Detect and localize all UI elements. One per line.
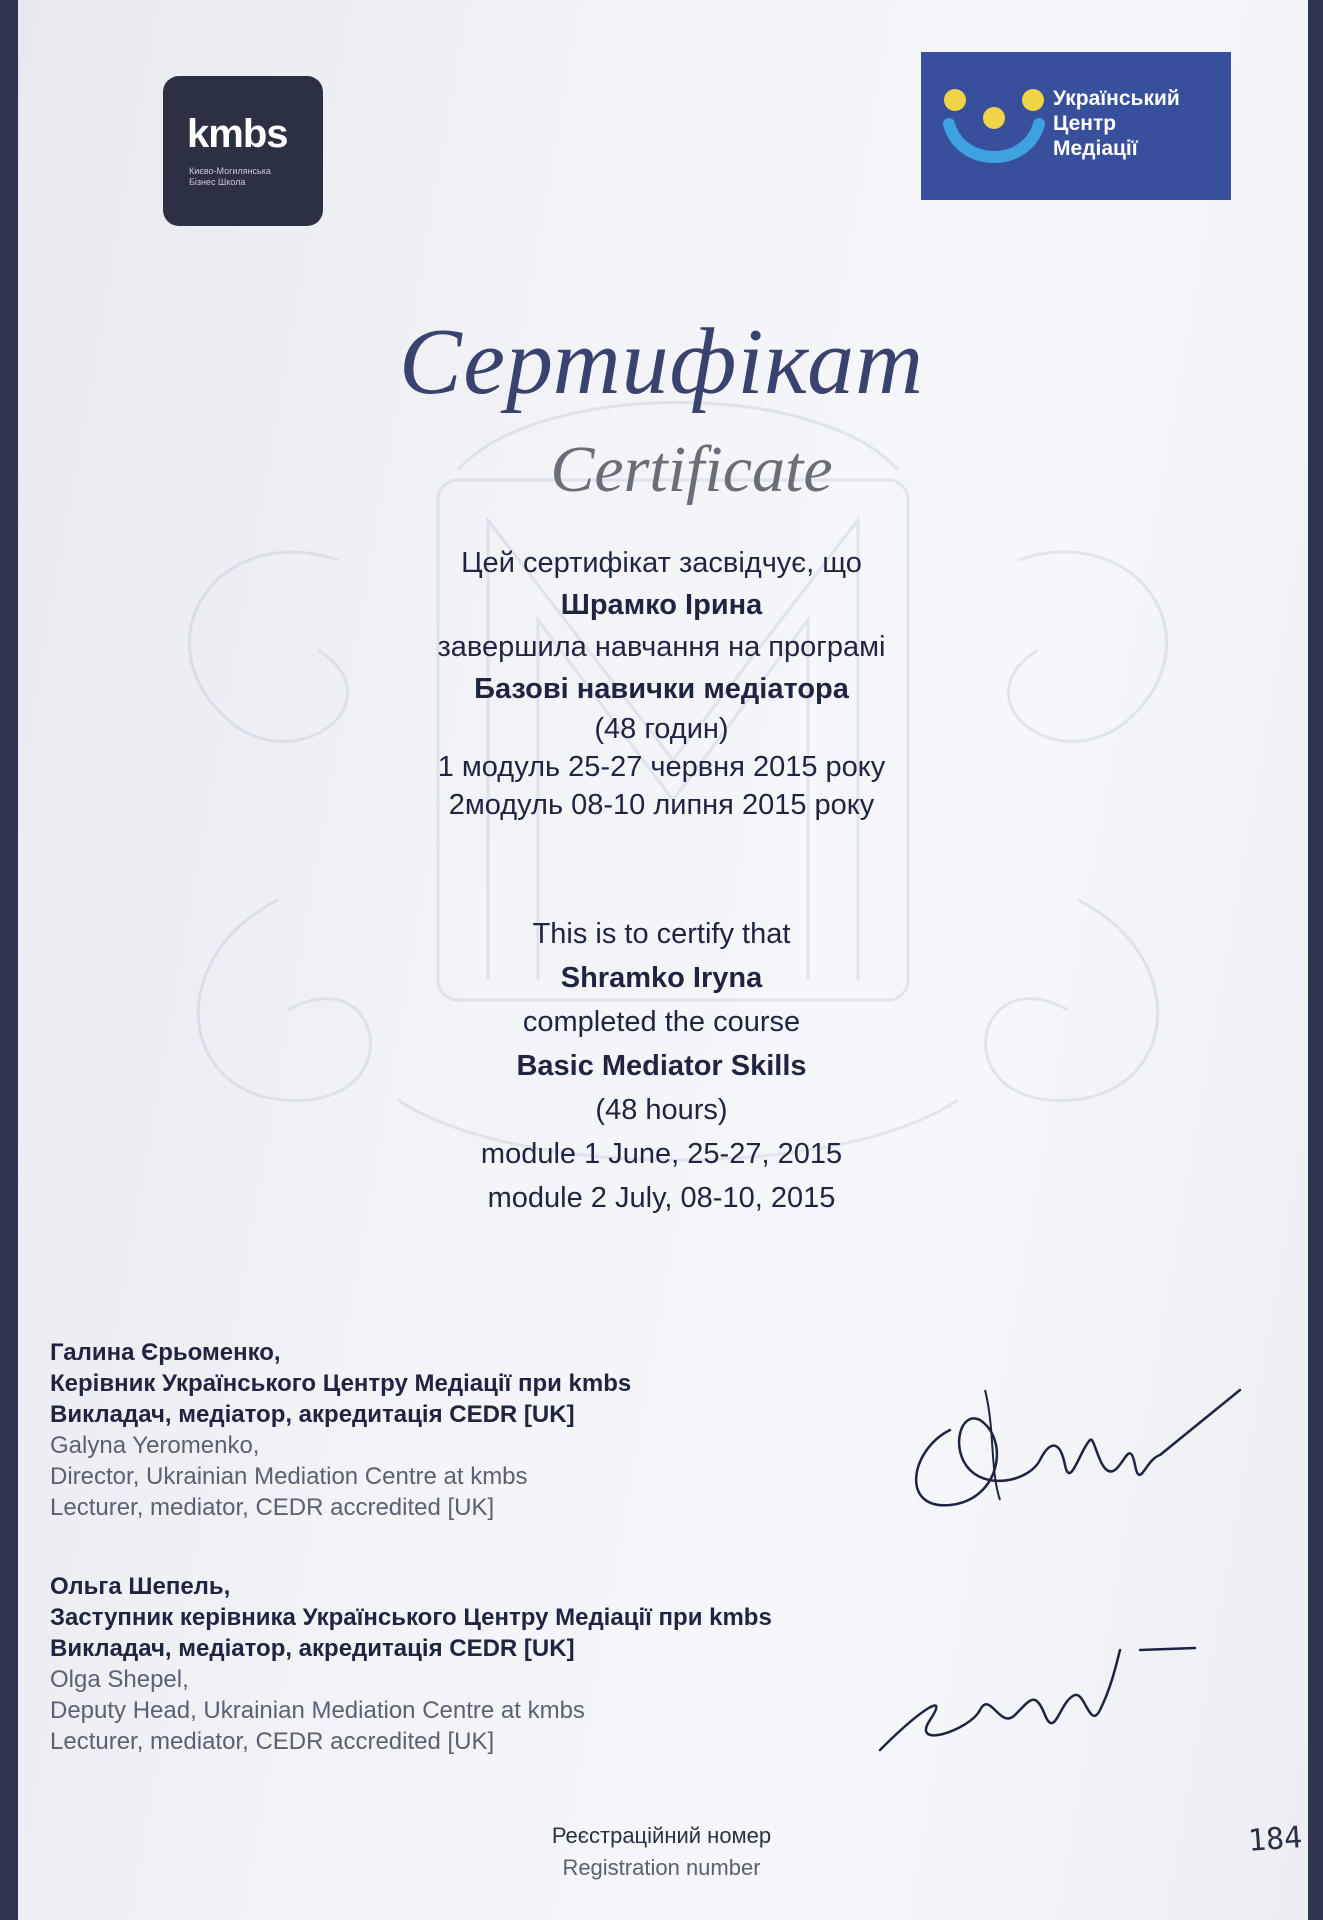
ua-program-name: Базові навички медіатора xyxy=(474,673,849,705)
ua-recipient-name: Шрамко Ірина xyxy=(560,589,763,621)
kmbs-logo-word: kmbs xyxy=(187,112,288,156)
signer2-ua-role1: Заступник керівника Українського Центру Медіації при kmbs xyxy=(50,1604,772,1631)
ua-module1: 1 модуль 25-27 червня 2015 року xyxy=(437,751,886,783)
title-ua: Сертифікат xyxy=(398,310,925,414)
en-module1: module 1 June, 25-27, 2015 xyxy=(480,1138,843,1170)
signer2-ua-role2: Викладач, медіатор, акредитація CEDR [UK] xyxy=(50,1635,575,1662)
signer2-ua-name: Ольга Шепель, xyxy=(50,1573,231,1600)
ua-completion-text: завершила навчання на програмі xyxy=(437,631,886,663)
kmbs-subtitle-line1: Києво-Могилянська xyxy=(189,166,271,176)
signer2-en-name: Olga Shepel, xyxy=(50,1666,189,1693)
signer1-ua-name: Галина Єрьоменко, xyxy=(50,1339,281,1366)
kmbs-subtitle-line2: Бізнес Школа xyxy=(189,177,246,187)
umc-line2: Центр xyxy=(1053,112,1117,135)
registration-number: 184 xyxy=(1246,1820,1304,1859)
signature1-image xyxy=(890,1370,1250,1540)
umc-logo-icon xyxy=(939,80,1049,170)
signer1-ua-role1: Керівник Українського Центру Медіації при kmbs xyxy=(50,1370,632,1397)
umc-line1: Український xyxy=(1053,87,1180,110)
signer1-en-role2: Lecturer, mediator, CEDR accredited [UK] xyxy=(50,1494,495,1521)
en-completion-text: completed the course xyxy=(522,1006,801,1038)
ua-hours: (48 годин) xyxy=(594,713,729,745)
signer1-en-name: Galyna Yeromenko, xyxy=(50,1432,260,1459)
kmbs-logo xyxy=(163,76,323,226)
en-hours: (48 hours) xyxy=(595,1094,728,1126)
en-program-name: Basic Mediator Skills xyxy=(516,1050,807,1082)
umc-line3: Медіації xyxy=(1053,137,1138,160)
signer2-block xyxy=(50,1571,772,1757)
kmbs-logo-subtitle xyxy=(189,166,271,188)
registration-block xyxy=(0,1820,1323,1884)
registration-label-en: Registration number xyxy=(562,1855,761,1880)
signature2-image xyxy=(860,1620,1200,1770)
signer1-en-role1: Director, Ukrainian Mediation Centre at kmbs xyxy=(50,1463,528,1490)
en-module2: module 2 July, 08-10, 2015 xyxy=(487,1182,836,1214)
en-recipient-name: Shramko Iryna xyxy=(560,962,763,994)
umc-logo-text xyxy=(1053,86,1180,161)
ua-module2: 2модуль 08-10 липня 2015 року xyxy=(448,789,875,821)
umc-logo xyxy=(921,52,1231,200)
ua-intro: Цей сертифікат засвідчує, що xyxy=(461,547,862,579)
en-intro: This is to certify that xyxy=(532,918,791,950)
signer2-en-role2: Lecturer, mediator, CEDR accredited [UK] xyxy=(50,1728,495,1755)
ua-certification-block xyxy=(0,544,1323,824)
en-certification-block xyxy=(0,915,1323,1217)
registration-label-ua: Реєстраційний номер xyxy=(551,1823,772,1848)
signer1-ua-role2: Викладач, медіатор, акредитація CEDR [UK] xyxy=(50,1401,575,1428)
signer1-block xyxy=(50,1337,631,1523)
signer2-en-role1: Deputy Head, Ukrainian Mediation Centre at kmbs xyxy=(50,1697,585,1724)
title-en: Certificate xyxy=(550,433,833,506)
